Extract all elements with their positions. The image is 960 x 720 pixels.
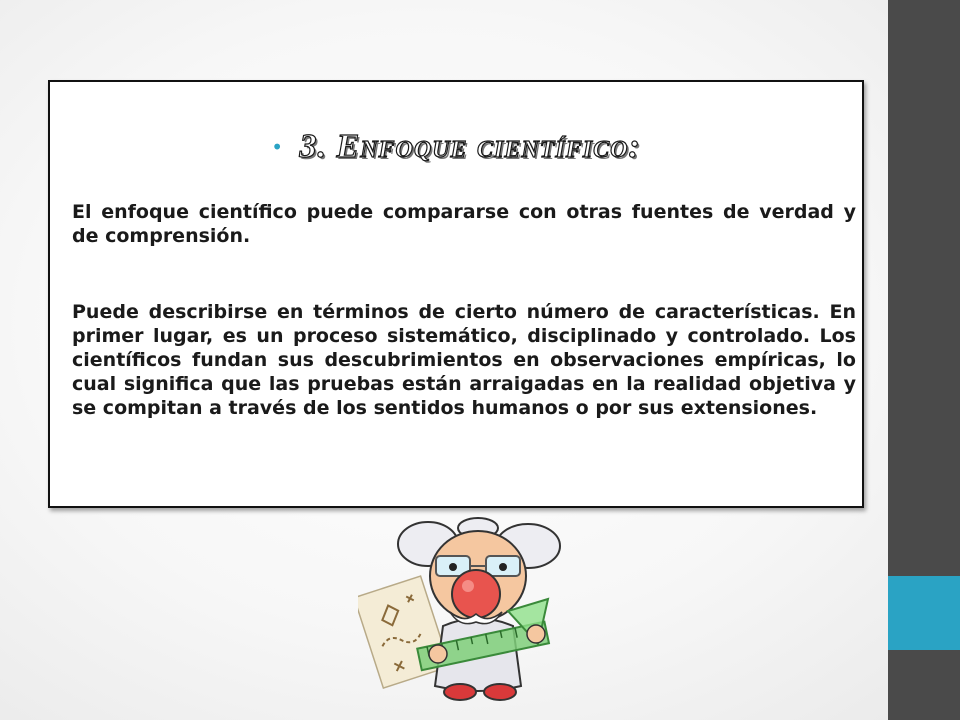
paragraph-characteristics: Puede describirse en términos de cierto número de características. En primer lugar, es un proceso sistemático, disciplinado y controlado. Los científicos fundan sus descubrimientos en observaciones empíricas, lo cual significa que las pruebas están arraigadas en la realidad objetiva y se compitan a través de los sentidos humanos o por sus extensiones. — [72, 301, 856, 419]
slide-heading: 3. Enfoque científico: — [299, 128, 641, 165]
sidebar-accent-block — [888, 576, 960, 650]
heading-row — [50, 128, 862, 166]
bullet-icon: • — [271, 135, 284, 159]
content-box — [48, 80, 864, 508]
paragraph-intro: El enfoque científico puede compararse con otras fuentes de verdad y de comprensión. — [72, 201, 856, 247]
scientist-cartoon-icon — [358, 516, 580, 702]
